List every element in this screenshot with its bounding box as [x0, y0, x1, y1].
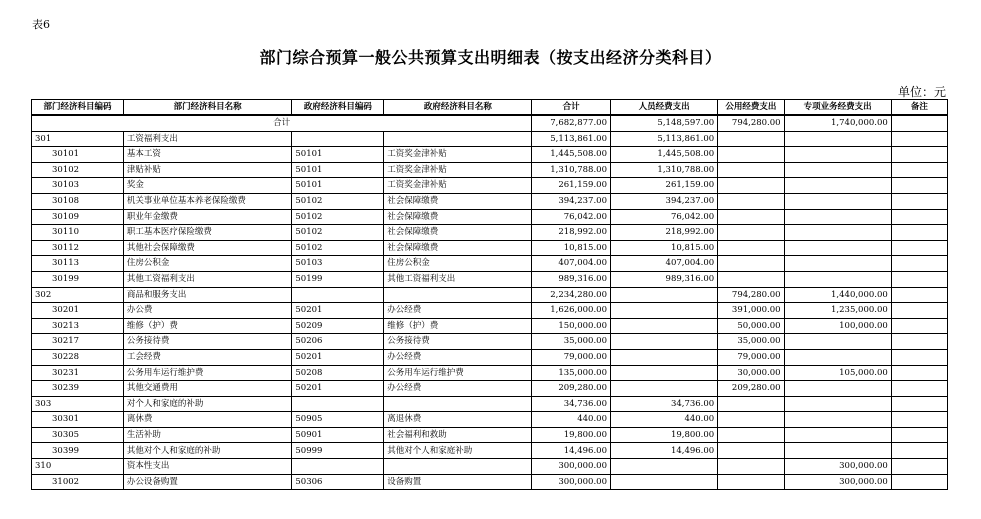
gov-code-cell: 50103: [292, 256, 384, 272]
gov-code-cell: 50101: [292, 178, 384, 194]
special-cell: 105,000.00: [784, 365, 891, 381]
note-cell: [891, 209, 947, 225]
gov-code-cell: [292, 131, 384, 147]
gov-code-cell: 50999: [292, 443, 384, 459]
public-cell: [718, 209, 784, 225]
dept-code-cell: 31002: [32, 474, 124, 490]
gov-name-cell: 工资奖金津补贴: [384, 147, 532, 163]
dept-name-cell: 奖金: [123, 178, 291, 194]
dept-name-cell: 工会经费: [123, 349, 291, 365]
note-cell: [891, 162, 947, 178]
personnel-cell: 1,310,788.00: [610, 162, 717, 178]
gov-name-cell: 住房公积金: [384, 256, 532, 272]
public-cell: 209,280.00: [718, 381, 784, 397]
gov-name-cell: 办公经费: [384, 349, 532, 365]
dept-code-cell: 30112: [32, 240, 124, 256]
personnel-cell: 218,992.00: [610, 225, 717, 241]
personnel-cell: 440.00: [610, 412, 717, 428]
gov-code-cell: [292, 459, 384, 475]
dept-code-cell: 30101: [32, 147, 124, 163]
total-amount: 7,682,877.00: [532, 115, 611, 131]
gov-code-cell: 50101: [292, 162, 384, 178]
personnel-cell: 989,316.00: [610, 271, 717, 287]
total-cell: 989,316.00: [532, 271, 611, 287]
gov-name-cell: 办公经费: [384, 303, 532, 319]
table-row: [32, 271, 948, 287]
special-cell: [784, 193, 891, 209]
total-cell: 1,626,000.00: [532, 303, 611, 319]
dept-code-cell: 30102: [32, 162, 124, 178]
special-cell: [784, 147, 891, 163]
note-cell: [891, 381, 947, 397]
public-cell: [718, 193, 784, 209]
gov-code-cell: 50102: [292, 209, 384, 225]
gov-code-cell: 50901: [292, 427, 384, 443]
dept-name-cell: 其他社会保障缴费: [123, 240, 291, 256]
gov-name-cell: 公务用车运行维护费: [384, 365, 532, 381]
note-cell: [891, 412, 947, 428]
total-row: [32, 115, 948, 131]
header-public: 公用经费支出: [718, 100, 784, 116]
note-cell: [891, 178, 947, 194]
table-body: [32, 115, 948, 490]
total-note: [891, 115, 947, 131]
dept-code-cell: 30399: [32, 443, 124, 459]
total-label: 合计: [32, 115, 532, 131]
personnel-cell: [610, 303, 717, 319]
gov-name-cell: 社会保障缴费: [384, 209, 532, 225]
gov-name-cell: 工资奖金津补贴: [384, 178, 532, 194]
table-row: [32, 287, 948, 303]
dept-name-cell: 生活补助: [123, 427, 291, 443]
total-cell: 407,004.00: [532, 256, 611, 272]
header-dept-code: 部门经济科目编码: [32, 100, 124, 116]
note-cell: [891, 193, 947, 209]
dept-name-cell: 其他工资福利支出: [123, 271, 291, 287]
total-cell: 1,310,788.00: [532, 162, 611, 178]
gov-code-cell: 50201: [292, 381, 384, 397]
personnel-cell: 10,815.00: [610, 240, 717, 256]
total-special: 1,740,000.00: [784, 115, 891, 131]
dept-code-cell: 30213: [32, 318, 124, 334]
total-cell: 150,000.00: [532, 318, 611, 334]
header-personnel: 人员经费支出: [610, 100, 717, 116]
public-cell: 794,280.00: [718, 287, 784, 303]
note-cell: [891, 303, 947, 319]
table-row: [32, 209, 948, 225]
header-row: [32, 100, 948, 116]
total-public: 794,280.00: [718, 115, 784, 131]
table-row: [32, 303, 948, 319]
gov-name-cell: 公务接待费: [384, 334, 532, 350]
table-header: [32, 100, 948, 116]
public-cell: [718, 178, 784, 194]
dept-code-cell: 301: [32, 131, 124, 147]
dept-name-cell: 职工基本医疗保险缴费: [123, 225, 291, 241]
budget-detail-table: [31, 99, 948, 490]
header-gov-name: 政府经济科目名称: [384, 100, 532, 116]
personnel-cell: 1,445,508.00: [610, 147, 717, 163]
dept-name-cell: 对个人和家庭的补助: [123, 396, 291, 412]
special-cell: [784, 381, 891, 397]
special-cell: [784, 209, 891, 225]
public-cell: [718, 131, 784, 147]
gov-code-cell: [292, 287, 384, 303]
table-row: [32, 334, 948, 350]
dept-name-cell: 津贴补贴: [123, 162, 291, 178]
table-row: [32, 256, 948, 272]
gov-code-cell: 50201: [292, 349, 384, 365]
special-cell: [784, 396, 891, 412]
public-cell: [718, 147, 784, 163]
total-cell: 394,237.00: [532, 193, 611, 209]
dept-code-cell: 30113: [32, 256, 124, 272]
gov-name-cell: 其他工资福利支出: [384, 271, 532, 287]
total-cell: 5,113,861.00: [532, 131, 611, 147]
public-cell: [718, 396, 784, 412]
gov-name-cell: [384, 287, 532, 303]
personnel-cell: 19,800.00: [610, 427, 717, 443]
public-cell: [718, 427, 784, 443]
public-cell: [718, 459, 784, 475]
total-cell: 35,000.00: [532, 334, 611, 350]
total-cell: 76,042.00: [532, 209, 611, 225]
public-cell: [718, 162, 784, 178]
special-cell: [784, 225, 891, 241]
special-cell: [784, 412, 891, 428]
note-cell: [891, 256, 947, 272]
gov-code-cell: 50199: [292, 271, 384, 287]
total-cell: 218,992.00: [532, 225, 611, 241]
note-cell: [891, 240, 947, 256]
note-cell: [891, 459, 947, 475]
special-cell: [784, 240, 891, 256]
header-note: 备注: [891, 100, 947, 116]
special-cell: 1,440,000.00: [784, 287, 891, 303]
special-cell: 1,235,000.00: [784, 303, 891, 319]
note-cell: [891, 427, 947, 443]
dept-code-cell: 30109: [32, 209, 124, 225]
dept-code-cell: 30228: [32, 349, 124, 365]
special-cell: [784, 162, 891, 178]
note-cell: [891, 396, 947, 412]
dept-name-cell: 其他对个人和家庭的补助: [123, 443, 291, 459]
dept-code-cell: 30301: [32, 412, 124, 428]
personnel-cell: [610, 349, 717, 365]
special-cell: [784, 256, 891, 272]
gov-name-cell: 离退休费: [384, 412, 532, 428]
total-cell: 300,000.00: [532, 459, 611, 475]
gov-name-cell: 社会福利和救助: [384, 427, 532, 443]
personnel-cell: 14,496.00: [610, 443, 717, 459]
public-cell: 35,000.00: [718, 334, 784, 350]
note-cell: [891, 349, 947, 365]
table-row: [32, 365, 948, 381]
gov-name-cell: 维修（护）费: [384, 318, 532, 334]
total-cell: 261,159.00: [532, 178, 611, 194]
special-cell: [784, 443, 891, 459]
gov-code-cell: 50209: [292, 318, 384, 334]
total-cell: 19,800.00: [532, 427, 611, 443]
gov-code-cell: 50206: [292, 334, 384, 350]
dept-name-cell: 职业年金缴费: [123, 209, 291, 225]
total-cell: 300,000.00: [532, 474, 611, 490]
table-number: 表6: [32, 18, 50, 31]
note-cell: [891, 474, 947, 490]
gov-name-cell: 设备购置: [384, 474, 532, 490]
total-cell: 209,280.00: [532, 381, 611, 397]
dept-code-cell: 30305: [32, 427, 124, 443]
personnel-cell: 5,113,861.00: [610, 131, 717, 147]
personnel-cell: 76,042.00: [610, 209, 717, 225]
special-cell: 300,000.00: [784, 459, 891, 475]
gov-code-cell: 50201: [292, 303, 384, 319]
gov-code-cell: 50102: [292, 225, 384, 241]
gov-code-cell: 50306: [292, 474, 384, 490]
dept-name-cell: 公务用车运行维护费: [123, 365, 291, 381]
dept-code-cell: 310: [32, 459, 124, 475]
gov-name-cell: [384, 396, 532, 412]
total-cell: 79,000.00: [532, 349, 611, 365]
table-row: [32, 193, 948, 209]
public-cell: [718, 443, 784, 459]
dept-name-cell: 住房公积金: [123, 256, 291, 272]
dept-name-cell: 办公费: [123, 303, 291, 319]
special-cell: [784, 271, 891, 287]
table-row: [32, 318, 948, 334]
personnel-cell: [610, 365, 717, 381]
gov-name-cell: [384, 131, 532, 147]
table-row: [32, 381, 948, 397]
dept-code-cell: 303: [32, 396, 124, 412]
total-cell: 2,234,280.00: [532, 287, 611, 303]
personnel-cell: 261,159.00: [610, 178, 717, 194]
gov-name-cell: 其他对个人和家庭补助: [384, 443, 532, 459]
personnel-cell: [610, 334, 717, 350]
table-row: [32, 459, 948, 475]
personnel-cell: [610, 459, 717, 475]
table-row: [32, 396, 948, 412]
public-cell: [718, 271, 784, 287]
gov-name-cell: [384, 459, 532, 475]
gov-name-cell: 社会保障缴费: [384, 193, 532, 209]
dept-name-cell: 资本性支出: [123, 459, 291, 475]
total-cell: 1,445,508.00: [532, 147, 611, 163]
dept-name-cell: 商品和服务支出: [123, 287, 291, 303]
public-cell: 50,000.00: [718, 318, 784, 334]
personnel-cell: [610, 381, 717, 397]
dept-code-cell: 30199: [32, 271, 124, 287]
total-cell: 10,815.00: [532, 240, 611, 256]
special-cell: [784, 427, 891, 443]
dept-code-cell: 30110: [32, 225, 124, 241]
gov-name-cell: 工资奖金津补贴: [384, 162, 532, 178]
public-cell: 79,000.00: [718, 349, 784, 365]
gov-code-cell: 50208: [292, 365, 384, 381]
gov-name-cell: 社会保障缴费: [384, 240, 532, 256]
personnel-cell: [610, 474, 717, 490]
personnel-cell: [610, 287, 717, 303]
note-cell: [891, 443, 947, 459]
dept-name-cell: 维修（护）费: [123, 318, 291, 334]
personnel-cell: [610, 318, 717, 334]
header-special: 专项业务经费支出: [784, 100, 891, 116]
unit-label: 单位：元: [897, 85, 946, 99]
gov-name-cell: 办公经费: [384, 381, 532, 397]
dept-code-cell: 30217: [32, 334, 124, 350]
dept-name-cell: 离休费: [123, 412, 291, 428]
table-row: [32, 474, 948, 490]
table-row: [32, 162, 948, 178]
special-cell: 300,000.00: [784, 474, 891, 490]
special-cell: 100,000.00: [784, 318, 891, 334]
public-cell: [718, 412, 784, 428]
gov-code-cell: 50905: [292, 412, 384, 428]
total-cell: 14,496.00: [532, 443, 611, 459]
note-cell: [891, 131, 947, 147]
table-row: [32, 412, 948, 428]
table-row: [32, 147, 948, 163]
total-personnel: 5,148,597.00: [610, 115, 717, 131]
dept-code-cell: 30108: [32, 193, 124, 209]
dept-name-cell: 其他交通费用: [123, 381, 291, 397]
special-cell: [784, 178, 891, 194]
special-cell: [784, 349, 891, 365]
note-cell: [891, 147, 947, 163]
note-cell: [891, 271, 947, 287]
table-row: [32, 240, 948, 256]
gov-code-cell: [292, 396, 384, 412]
table-row: [32, 225, 948, 241]
note-cell: [891, 225, 947, 241]
table-row: [32, 349, 948, 365]
gov-name-cell: 社会保障缴费: [384, 225, 532, 241]
note-cell: [891, 365, 947, 381]
public-cell: [718, 474, 784, 490]
header-dept-name: 部门经济科目名称: [123, 100, 291, 116]
dept-code-cell: 30201: [32, 303, 124, 319]
personnel-cell: 34,736.00: [610, 396, 717, 412]
public-cell: [718, 256, 784, 272]
total-cell: 440.00: [532, 412, 611, 428]
dept-code-cell: 30103: [32, 178, 124, 194]
gov-code-cell: 50102: [292, 193, 384, 209]
table-row: [32, 131, 948, 147]
table-row: [32, 178, 948, 194]
special-cell: [784, 334, 891, 350]
header-gov-code: 政府经济科目编码: [292, 100, 384, 116]
public-cell: [718, 240, 784, 256]
table-row: [32, 427, 948, 443]
dept-code-cell: 302: [32, 287, 124, 303]
public-cell: 30,000.00: [718, 365, 784, 381]
dept-code-cell: 30231: [32, 365, 124, 381]
dept-name-cell: 公务接待费: [123, 334, 291, 350]
dept-name-cell: 机关事业单位基本养老保险缴费: [123, 193, 291, 209]
dept-name-cell: 基本工资: [123, 147, 291, 163]
gov-code-cell: 50102: [292, 240, 384, 256]
header-total: 合计: [532, 100, 611, 116]
note-cell: [891, 287, 947, 303]
total-cell: 34,736.00: [532, 396, 611, 412]
table-row: [32, 443, 948, 459]
total-cell: 135,000.00: [532, 365, 611, 381]
dept-name-cell: 办公设备购置: [123, 474, 291, 490]
special-cell: [784, 131, 891, 147]
personnel-cell: 394,237.00: [610, 193, 717, 209]
public-cell: [718, 225, 784, 241]
gov-code-cell: 50101: [292, 147, 384, 163]
dept-code-cell: 30239: [32, 381, 124, 397]
note-cell: [891, 334, 947, 350]
public-cell: 391,000.00: [718, 303, 784, 319]
page-title: 部门综合预算一般公共预算支出明细表（按支出经济分类科目）: [259, 48, 722, 67]
note-cell: [891, 318, 947, 334]
personnel-cell: 407,004.00: [610, 256, 717, 272]
dept-name-cell: 工资福利支出: [123, 131, 291, 147]
